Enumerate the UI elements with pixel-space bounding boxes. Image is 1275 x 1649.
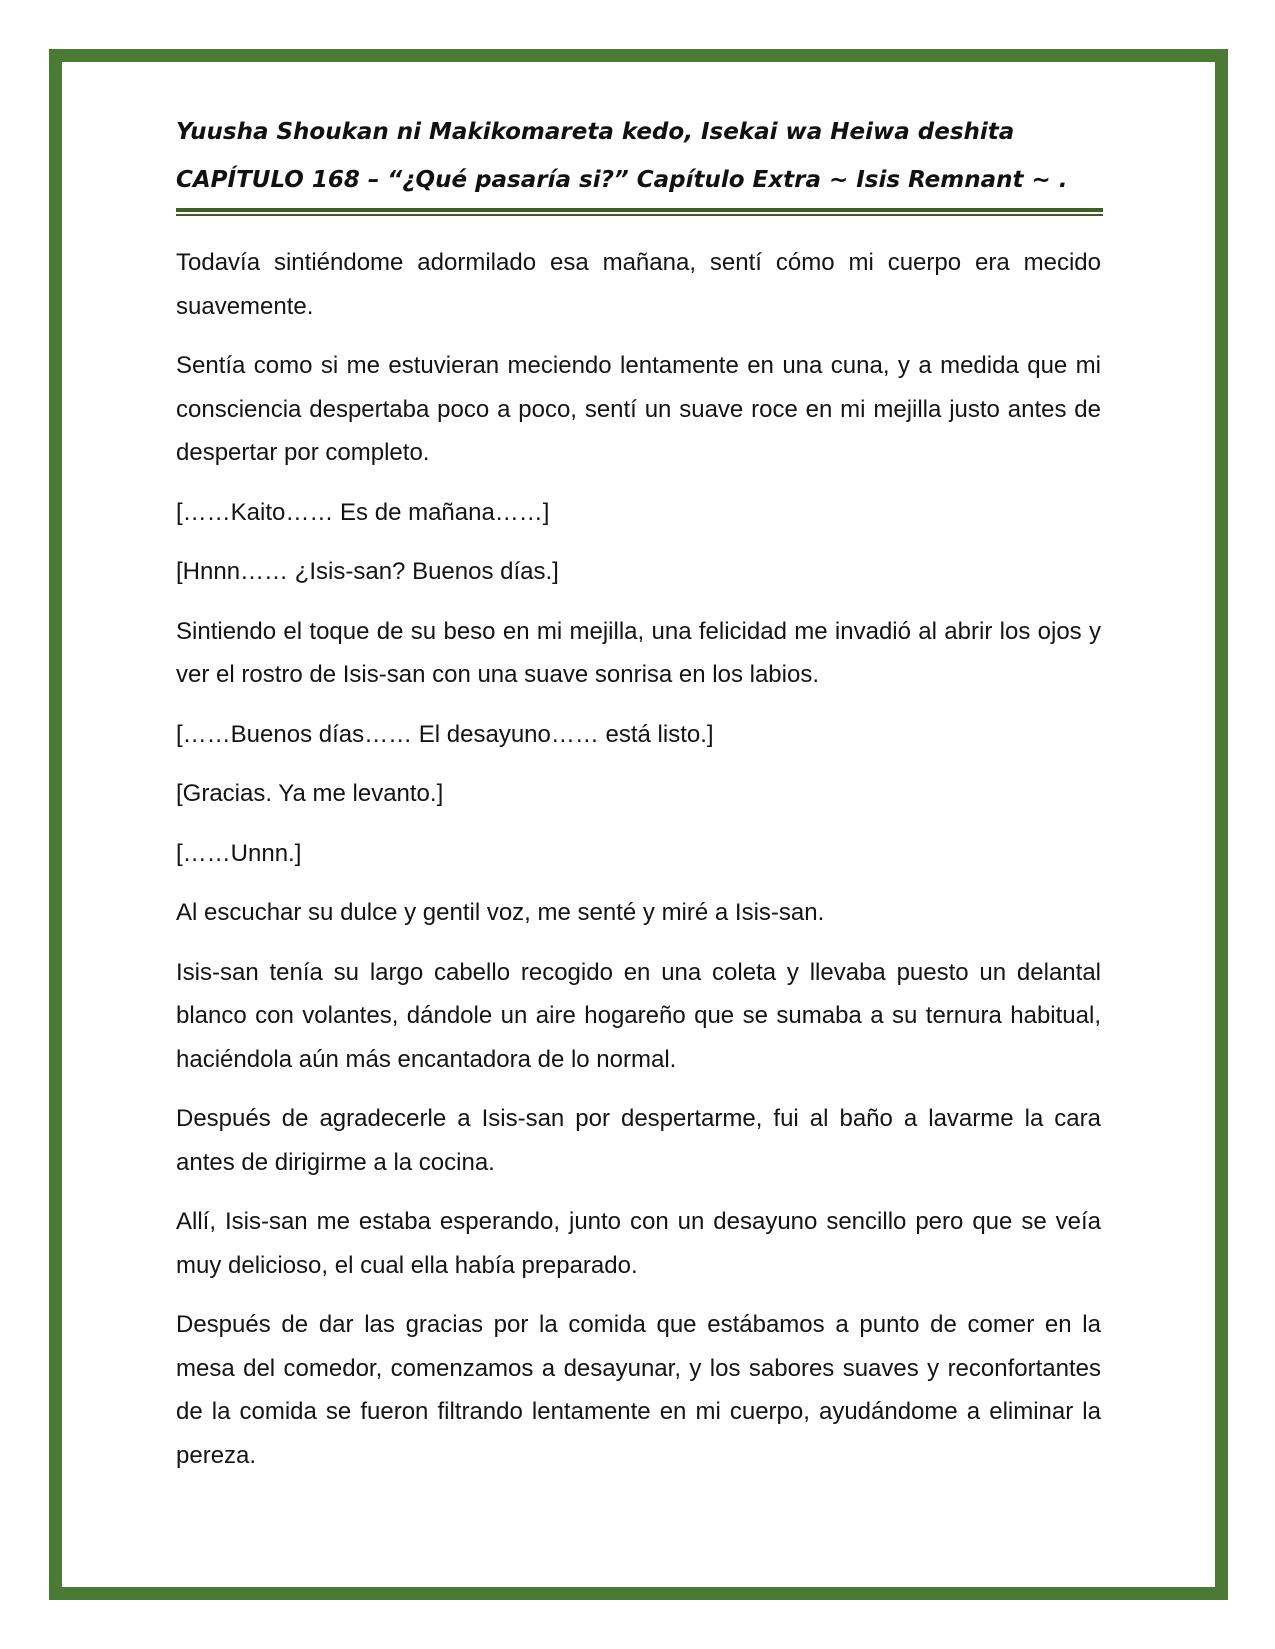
- header-divider-thick: [176, 208, 1103, 212]
- header-divider: [176, 208, 1103, 217]
- series-title: Yuusha Shoukan ni Makikomareta kedo, Isekai wa Heiwa deshita: [176, 119, 1015, 145]
- paragraph: Allí, Isis-san me estaba esperando, junto con un desayuno sencillo pero que se veía muy delicioso, el cual ella había preparado.: [176, 1208, 1101, 1279]
- chapter-title: CAPÍTULO 168 – “¿Qué pasaría si?” Capítulo Extra ~ Isis Remnant ~ .: [176, 167, 1068, 193]
- header-divider-thin: [176, 214, 1103, 216]
- paragraph: Isis-san tenía su largo cabello recogido en una coleta y llevaba puesto un delantal blanco con volantes, dándole un aire hogareño que se sumaba a su ternura habitual, haciéndola aún más encantadora de lo normal.: [176, 958, 1101, 1073]
- paragraph: Todavía sintiéndome adormilado esa mañana, sentí cómo mi cuerpo era mecido suavemente.: [176, 249, 1101, 320]
- paragraph: Después de agradecerle a Isis-san por despertarme, fui al baño a lavarme la cara antes de dirigirme a la cocina.: [176, 1105, 1101, 1176]
- chapter-body: [176, 241, 1101, 1477]
- paragraph: Sintiendo el toque de su beso en mi mejilla, una felicidad me invadió al abrir los ojos y ver el rostro de Isis-san con una suave sonrisa en los labios.: [176, 617, 1101, 688]
- paragraph: [Gracias. Ya me levanto.]: [176, 780, 444, 807]
- paragraph: [……Kaito…… Es de mañana……]: [176, 498, 550, 526]
- paragraph: Al escuchar su dulce y gentil voz, me senté y miré a Isis-san.: [176, 899, 825, 926]
- paragraph: Después de dar las gracias por la comida que estábamos a punto de comer en la mesa del comedor, comenzamos a desayunar, y los sabores suaves y reconfortantes de la comida se fueron filtrando lentamente en mi cuerpo, ayudándome a eliminar la pereza.: [176, 1311, 1101, 1469]
- paragraph: [……Buenos días…… El desayuno…… está listo.]: [176, 720, 714, 748]
- paragraph: [……Unnn.]: [176, 839, 302, 867]
- paragraph: [Hnnn…… ¿Isis-san? Buenos días.]: [176, 558, 559, 585]
- document-content: [176, 108, 1101, 1493]
- paragraph: Sentía como si me estuvieran meciendo lentamente en una cuna, y a medida que mi consciencia despertaba poco a poco, sentí un suave roce en mi mejilla justo antes de despertar por completo.: [176, 352, 1101, 466]
